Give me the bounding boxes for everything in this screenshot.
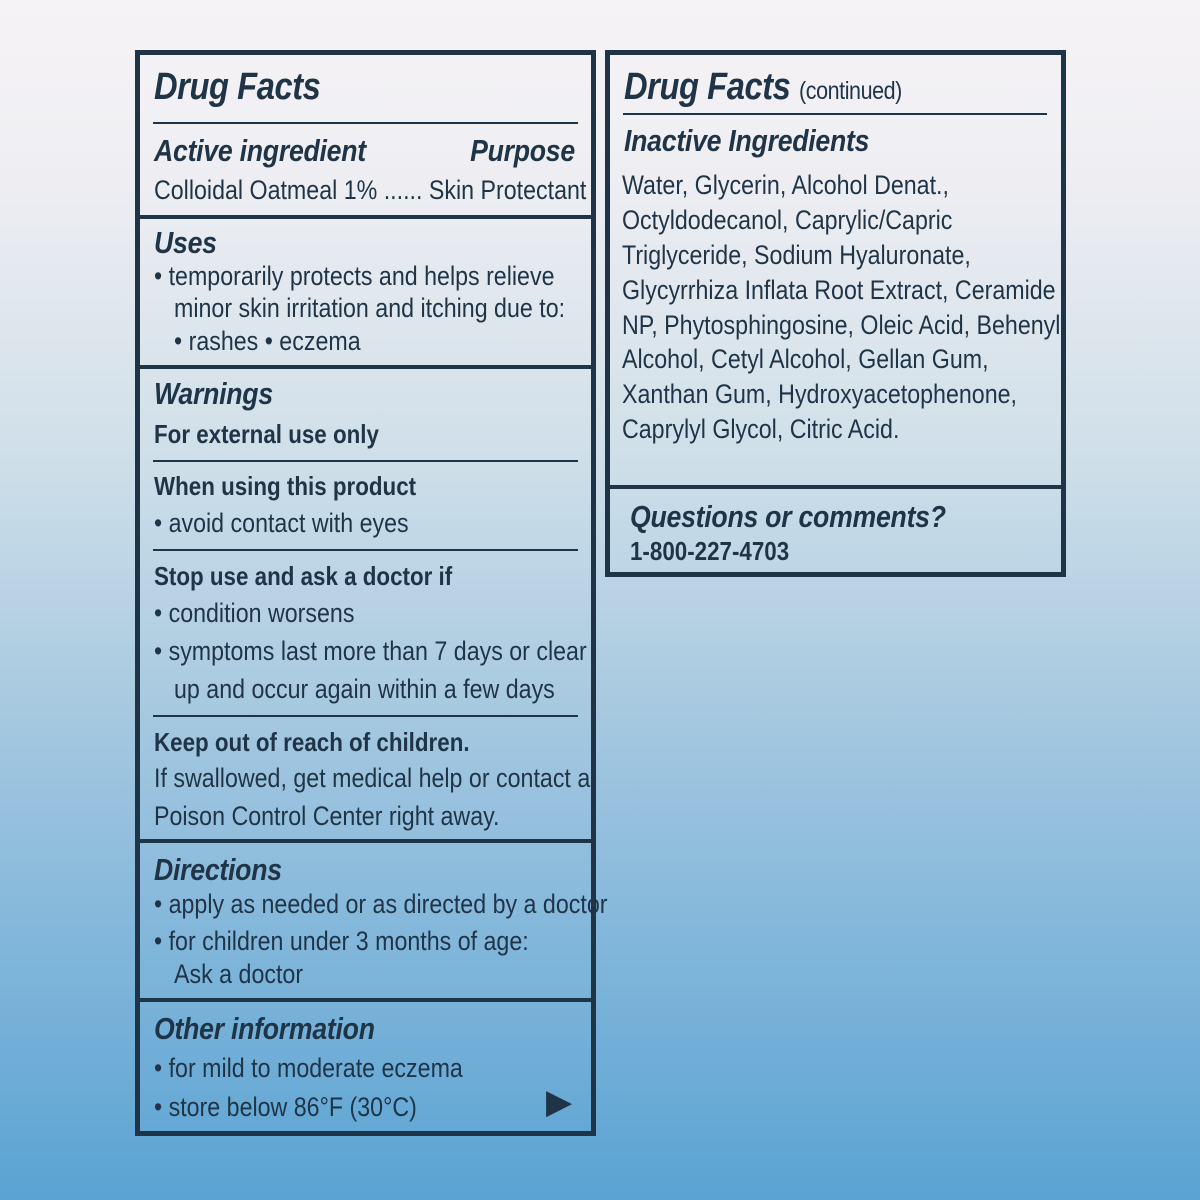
directions-heading: Directions xyxy=(154,852,282,887)
purpose-heading: Purpose xyxy=(470,133,575,168)
section-divider xyxy=(140,365,591,369)
inactive-ingredients-line: Glycyrrhiza Inflata Root Extract, Ceramide xyxy=(622,275,1056,305)
drug-facts-continued-title xyxy=(624,68,902,106)
inactive-ingredients-line: Caprylyl Glycol, Citric Acid. xyxy=(622,414,900,444)
other-info-item: • for mild to moderate eczema xyxy=(154,1053,463,1083)
stop-use-item: • symptoms last more than 7 days or clear xyxy=(154,636,587,666)
other-info-heading: Other information xyxy=(154,1011,375,1046)
subsection-divider xyxy=(153,715,578,717)
uses-line: minor skin irritation and itching due to: xyxy=(174,293,566,323)
keep-out-text: Poison Control Center right away. xyxy=(154,801,500,831)
active-ingredient-line: Colloidal Oatmeal 1% ...... Skin Protectant xyxy=(154,175,587,205)
phone-number: 1-800-227-4703 xyxy=(630,536,790,566)
section-divider xyxy=(140,839,591,843)
inactive-ingredients-line: Triglyceride, Sodium Hyaluronate, xyxy=(622,240,971,270)
stop-use-heading: Stop use and ask a doctor if xyxy=(154,561,453,591)
section-divider xyxy=(610,485,1061,489)
inactive-ingredients-line: NP, Phytosphingosine, Oleic Acid, Behenyl xyxy=(622,310,1061,340)
drug-facts-continued-panel xyxy=(605,50,1066,577)
title-text: Drug Facts xyxy=(624,66,791,108)
continue-arrow-icon: ▶ xyxy=(546,1082,573,1122)
inactive-ingredients-line: Alcohol, Cetyl Alcohol, Gellan Gum, xyxy=(622,344,989,374)
drug-facts-panel xyxy=(135,50,608,1136)
warnings-heading: Warnings xyxy=(154,376,273,411)
drug-facts-title: Drug Facts xyxy=(154,66,321,108)
uses-line: • temporarily protects and helps relieve xyxy=(154,261,555,291)
stop-use-item: • condition worsens xyxy=(154,598,355,628)
active-ingredient-heading: Active ingredient xyxy=(154,133,366,168)
when-using-heading: When using this product xyxy=(154,471,417,501)
keep-out-heading: Keep out of reach of children. xyxy=(154,727,470,757)
directions-item: Ask a doctor xyxy=(174,959,304,989)
keep-out-text: If swallowed, get medical help or contact a xyxy=(154,763,591,793)
uses-heading: Uses xyxy=(154,225,217,260)
subsection-divider xyxy=(153,549,578,551)
continued-label: (continued) xyxy=(799,77,902,105)
stop-use-item: up and occur again within a few days xyxy=(174,674,555,704)
directions-item: • for children under 3 months of age: xyxy=(154,926,529,956)
when-using-item: • avoid contact with eyes xyxy=(154,508,409,538)
directions-item: • apply as needed or as directed by a doctor xyxy=(154,889,608,919)
inactive-ingredients-heading: Inactive Ingredients xyxy=(624,123,870,158)
subsection-divider xyxy=(153,460,578,462)
external-use-text: For external use only xyxy=(154,419,379,449)
section-divider xyxy=(140,215,591,219)
section-divider xyxy=(140,998,591,1002)
inactive-ingredients-line: Xanthan Gum, Hydroxyacetophenone, xyxy=(622,379,1017,409)
inactive-ingredients-line: Water, Glycerin, Alcohol Denat., xyxy=(622,170,949,200)
title-divider xyxy=(153,122,578,124)
inactive-ingredients-line: Octyldodecanol, Caprylic/Capric xyxy=(622,205,953,235)
other-info-item: • store below 86°F (30°C) xyxy=(154,1092,417,1122)
title-divider xyxy=(623,113,1047,115)
questions-heading: Questions or comments? xyxy=(630,499,946,534)
uses-line: • rashes • eczema xyxy=(174,326,361,356)
